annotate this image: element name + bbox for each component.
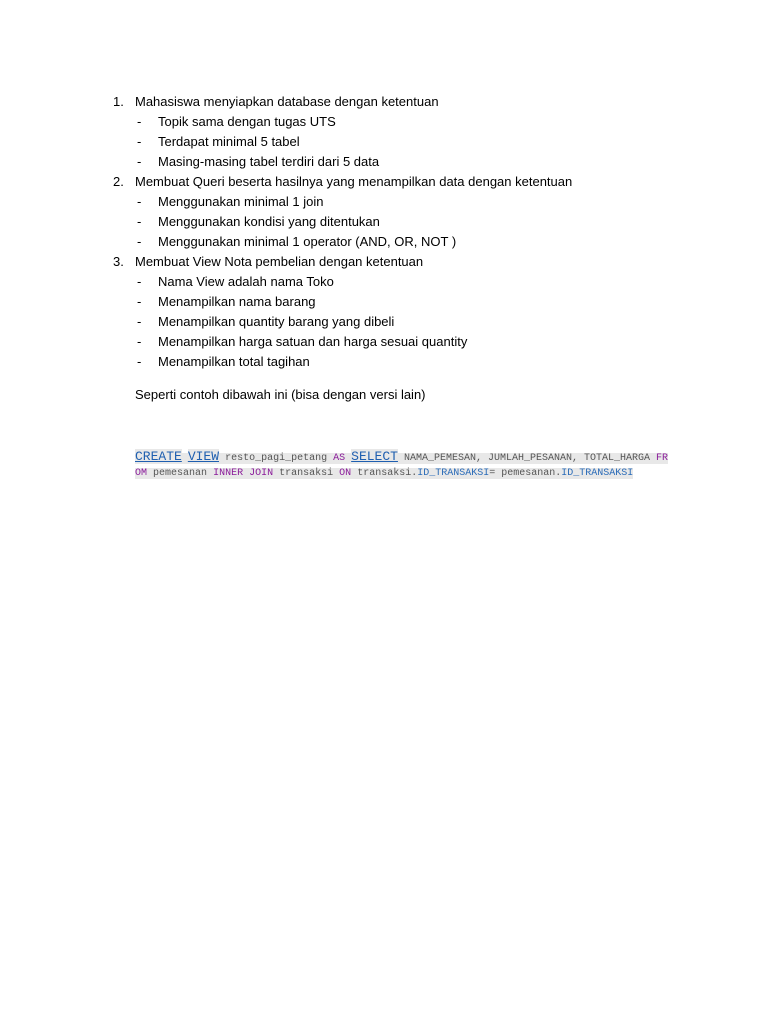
dash-bullet: - [137,294,142,309]
sql-right-column: ID_TRANSAKSI [561,468,634,479]
dash-bullet: - [137,334,142,349]
sql-code-block [135,449,680,483]
sql-keyword-view: VIEW [187,449,220,464]
sql-columns: NAMA_PEMESAN, JUMLAH_PESANAN, TOTAL_HARGA [403,453,651,464]
dash-bullet: - [137,114,142,129]
dash-bullet: - [137,234,142,249]
task-item [113,172,733,252]
sql-view-name: resto_pagi_petang [225,453,328,464]
task-heading [113,172,733,192]
sql-left-table: transaksi. [357,468,418,479]
requirement-item [113,352,733,372]
requirement-text: Menampilkan total tagihan [158,354,310,369]
dash-bullet: - [137,134,142,149]
requirement-text: Menampilkan quantity barang yang dibeli [158,314,395,329]
task-heading [113,252,733,272]
sql-keyword-select: SELECT [351,449,398,464]
requirement-text: Menggunakan minimal 1 join [158,194,324,209]
sql-keyword-as: AS [333,453,346,464]
requirement-item [113,332,733,352]
task-text: Membuat View Nota pembelian dengan ketentuan [135,254,424,269]
requirement-text: Menggunakan minimal 1 operator (AND, OR, NOT ) [158,234,457,249]
requirement-text: Topik sama dengan tugas UTS [158,114,336,129]
task-text: Mahasiswa menyiapkan database dengan ketentuan [135,94,439,109]
sql-right-table: pemesanan. [501,468,562,479]
requirement-item [113,152,733,172]
requirement-text: Masing-masing tabel terdiri dari 5 data [158,154,380,169]
requirement-item [113,192,733,212]
task-item [113,92,733,172]
dash-bullet: - [137,314,142,329]
requirement-list [113,112,733,172]
requirement-text: Terdapat minimal 5 tabel [158,134,300,149]
requirement-item [113,272,733,292]
sql-table-pemesanan: pemesanan [153,468,208,479]
requirement-list [113,192,733,252]
requirement-item [113,232,733,252]
requirement-item [113,132,733,152]
dash-bullet: - [137,154,142,169]
task-item [113,252,733,372]
task-text: Membuat Queri beserta hasilnya yang menampilkan data dengan ketentuan [135,174,573,189]
sql-keyword-inner: INNER [213,468,244,479]
example-note: Seperti contoh dibawah ini (bisa dengan versi lain) [135,387,426,402]
task-list [113,92,733,372]
sql-keyword-on: ON [339,468,352,479]
dash-bullet: - [137,214,142,229]
sql-left-column: ID_TRANSAKSI [417,468,490,479]
requirement-item [113,292,733,312]
requirement-item [113,112,733,132]
requirement-text: Menampilkan nama barang [158,294,316,309]
requirement-item [113,312,733,332]
requirement-list [113,272,733,372]
sql-keyword-create: CREATE [135,449,182,464]
requirement-item [113,212,733,232]
code-line-2 [135,466,680,483]
dash-bullet: - [137,274,142,289]
task-number: 1. [113,94,124,109]
sql-keyword-from-end: OM [135,468,148,479]
sql-keyword-join: JOIN [249,468,274,479]
sql-equals: = [489,468,496,479]
requirement-text: Menggunakan kondisi yang ditentukan [158,214,380,229]
requirement-text: Nama View adalah nama Toko [158,274,334,289]
sql-table-transaksi: transaksi [279,468,334,479]
code-line-1 [135,449,680,466]
requirement-text: Menampilkan harga satuan dan harga sesuai quantity [158,334,468,349]
task-number: 2. [113,174,124,189]
task-heading [113,92,733,112]
sql-keyword-from-start: FR [656,453,669,464]
task-number: 3. [113,254,124,269]
dash-bullet: - [137,354,142,369]
dash-bullet: - [137,194,142,209]
